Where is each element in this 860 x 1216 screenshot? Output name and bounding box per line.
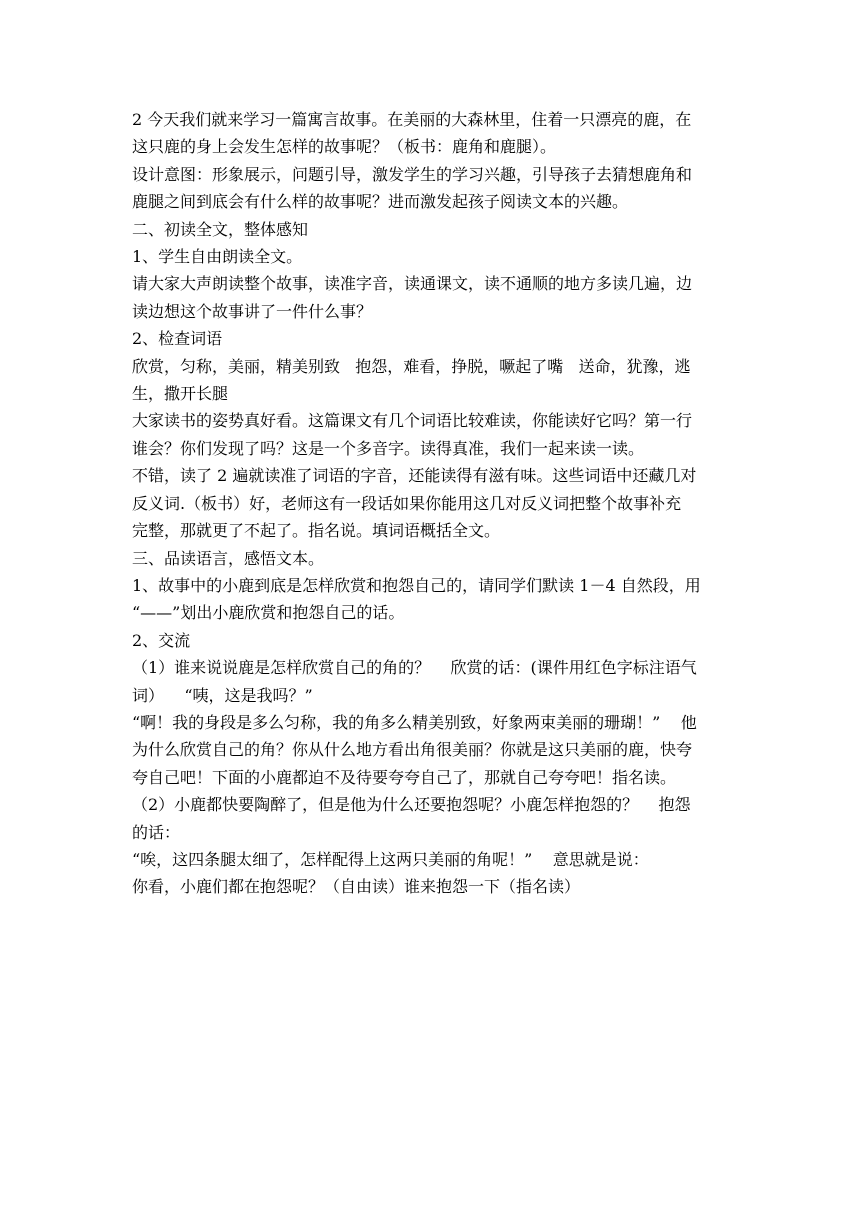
paragraph — [132, 353, 732, 408]
text-line: 鹿腿之间到底会有什么样的故事呢？进而激发起孩子阅读文本的兴趣。 — [132, 192, 629, 212]
paragraph — [132, 873, 732, 900]
text-line: 三、品读语言，感悟文本。 — [132, 548, 325, 568]
text-line: 词） “咦，这是我吗？” — [132, 685, 313, 705]
text-line: 请大家大声朗读整个故事，读准字音，读通课文，读不通顺的地方多读几遍，边 — [132, 274, 693, 294]
paragraph — [132, 216, 732, 243]
text-line: 2、检查词语 — [132, 329, 223, 349]
text-line: 设计意图：形象展示，问题引导，激发学生的学习兴趣，引导孩子去猜想鹿角和 — [132, 164, 693, 184]
paragraph — [132, 161, 732, 216]
text-line: （2）小鹿都快要陶醉了，但是他为什么还要抱怨呢？小鹿怎样抱怨的？ 抱怨 — [132, 795, 691, 815]
text-line: “啊！我的身段是多么匀称，我的角多么精美别致，好象两束美丽的珊瑚！” 他 — [132, 712, 697, 732]
text-line: 的话： — [132, 822, 181, 842]
text-line: 不错，读了 2 遍就读准了词语的字音，还能读得有滋有味。这些词语中还藏几对 — [132, 466, 697, 486]
paragraph — [132, 243, 732, 270]
text-line: 这只鹿的身上会发生怎样的故事呢？（板书：鹿角和鹿腿）。 — [132, 137, 557, 157]
text-line: 你看，小鹿们都在抱怨呢？（自由读）谁来抱怨一下（指名读） — [132, 877, 581, 897]
paragraph — [132, 462, 732, 544]
paragraph — [132, 325, 732, 352]
text-line: （1）谁来说说鹿是怎样欣赏自己的角的？ 欣赏的话：(课件用红色字标注语气 — [132, 658, 697, 678]
text-line: 生，撒开长腿 — [132, 384, 229, 404]
text-line: 欣赏，匀称，美丽，精美别致 抱怨，难看，挣脱，噘起了嘴 送命，犹豫，逃 — [132, 356, 691, 376]
paragraph — [132, 654, 732, 709]
text-line: 完整，那就更了不起了。指名说。填词语概括全文。 — [132, 521, 501, 541]
paragraph — [132, 846, 732, 873]
text-line: 为什么欣赏自己的角？你从什么地方看出角很美丽？你就是这只美丽的鹿，快夸 — [132, 740, 693, 760]
text-line: 谁会？你们发现了吗？这是一个多音字。读得真准，我们一起来读一读。 — [132, 438, 645, 458]
text-line: 夸自己吧！下面的小鹿都迫不及待要夸夸自己了，那就自己夸夸吧！指名读。 — [132, 767, 677, 787]
text-line: 大家读书的姿势真好看。这篇课文有几个词语比较难读，你能读好它吗？第一行 — [132, 411, 693, 431]
text-line: 1、学生自由朗读全文。 — [132, 247, 303, 267]
paragraph — [132, 106, 732, 161]
text-line: 2 今天我们就来学习一篇寓言故事。在美丽的大森林里，住着一只漂亮的鹿，在 — [132, 110, 692, 129]
text-line: 反义词.（板书）好，老师这有一段话如果你能用这几对反义词把整个故事补充 — [132, 493, 682, 513]
text-line: 2、交流 — [132, 630, 191, 650]
paragraph — [132, 627, 732, 654]
paragraph — [132, 709, 732, 791]
text-line: 读边想这个故事讲了一件什么事？ — [132, 301, 373, 321]
paragraph — [132, 270, 732, 325]
text-line: 二、初读全文，整体感知 — [132, 219, 309, 239]
document-body — [132, 106, 732, 901]
paragraph — [132, 791, 732, 846]
text-line: 1、故事中的小鹿到底是怎样欣赏和抱怨自己的，请同学们默读 1－4 自然段，用 — [132, 575, 701, 595]
paragraph — [132, 572, 732, 627]
text-line: “——”划出小鹿欣赏和抱怨自己的话。 — [132, 603, 405, 623]
paragraph — [132, 545, 732, 572]
paragraph — [132, 407, 732, 462]
text-line: “唉，这四条腿太细了，怎样配得上这两只美丽的角呢！” 意思就是说： — [132, 849, 649, 869]
